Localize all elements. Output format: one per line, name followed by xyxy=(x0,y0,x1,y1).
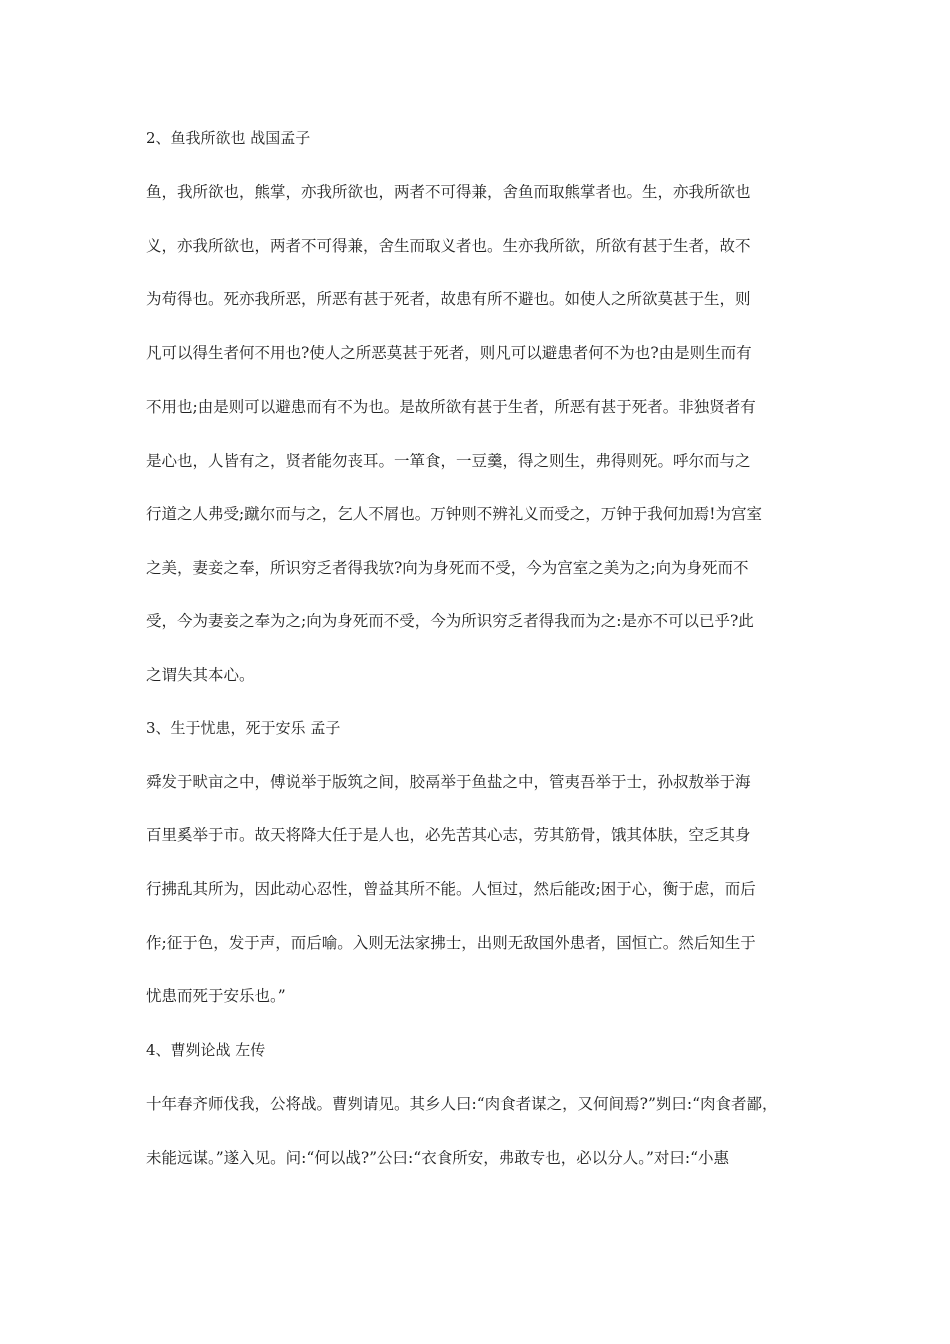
text-line: 不用也;由是则可以避患而有不为也。是故所欲有甚于生者，所恶有甚于死者。非独贤者有 xyxy=(146,398,756,416)
text-line: 未能远谋。”遂入见。问:“何以战?”公曰:“衣食所安，弗敢专也，必以分人。”对曰:“小惠 xyxy=(146,1149,730,1167)
text-line: 义，亦我所欲也，两者不可得兼，舍生而取义者也。生亦我所欲，所欲有甚于生者，故不 xyxy=(146,237,751,255)
text-line: 忧患而死于安乐也。” xyxy=(146,987,286,1005)
text-line: 之谓失其本心。 xyxy=(146,666,255,684)
text-line: 受，今为妻妾之奉为之;向为身死而不受，今为所识穷乏者得我而为之:是亦不可以已乎?此 xyxy=(146,612,754,630)
text-line: 凡可以得生者何不用也?使人之所恶莫甚于死者，则凡可以避患者何不为也?由是则生而有 xyxy=(146,344,752,362)
text-line: 为苟得也。死亦我所恶，所恶有甚于死者，故患有所不避也。如使人之所欲莫甚于生，则 xyxy=(146,290,751,308)
text-line: 十年春齐师伐我，公将战。曹刿请见。其乡人曰:“肉食者谋之，又何间焉?”刿曰:“肉食者鄙， xyxy=(146,1095,778,1113)
section-heading: 2、鱼我所欲也 战国孟子 xyxy=(146,129,311,147)
text-line: 行拂乱其所为，因此动心忍性，曾益其所不能。人恒过，然后能改;困于心，衡于虑，而后 xyxy=(146,880,756,898)
text-line: 舜发于畎亩之中，傅说举于版筑之间，胶鬲举于鱼盐之中，管夷吾举于士，孙叔敖举于海 xyxy=(146,773,751,791)
text-line: 行道之人弗受;蹴尔而与之，乞人不屑也。万钟则不辨礼义而受之，万钟于我何加焉!为宫室 xyxy=(146,505,762,523)
section-heading: 3、生于忧患，死于安乐 孟子 xyxy=(146,719,341,737)
text-line: 百里奚举于市。故天将降大任于是人也，必先苦其心志，劳其筋骨，饿其体肤，空乏其身 xyxy=(146,826,751,844)
text-line: 作;征于色，发于声，而后喻。入则无法家拂士，出则无敌国外患者，国恒亡。然后知生于 xyxy=(146,934,756,952)
section-heading: 4、曹刿论战 左传 xyxy=(146,1041,266,1059)
text-line: 鱼，我所欲也，熊掌，亦我所欲也，两者不可得兼，舍鱼而取熊掌者也。生，亦我所欲也 xyxy=(146,183,751,201)
text-line: 是心也，人皆有之，贤者能勿丧耳。一箪食，一豆羹，得之则生，弗得则死。呼尔而与之 xyxy=(146,452,751,470)
text-line: 之美，妻妾之奉，所识穷乏者得我欤?向为身死而不受，今为宫室之美为之;向为身死而不 xyxy=(146,559,749,577)
